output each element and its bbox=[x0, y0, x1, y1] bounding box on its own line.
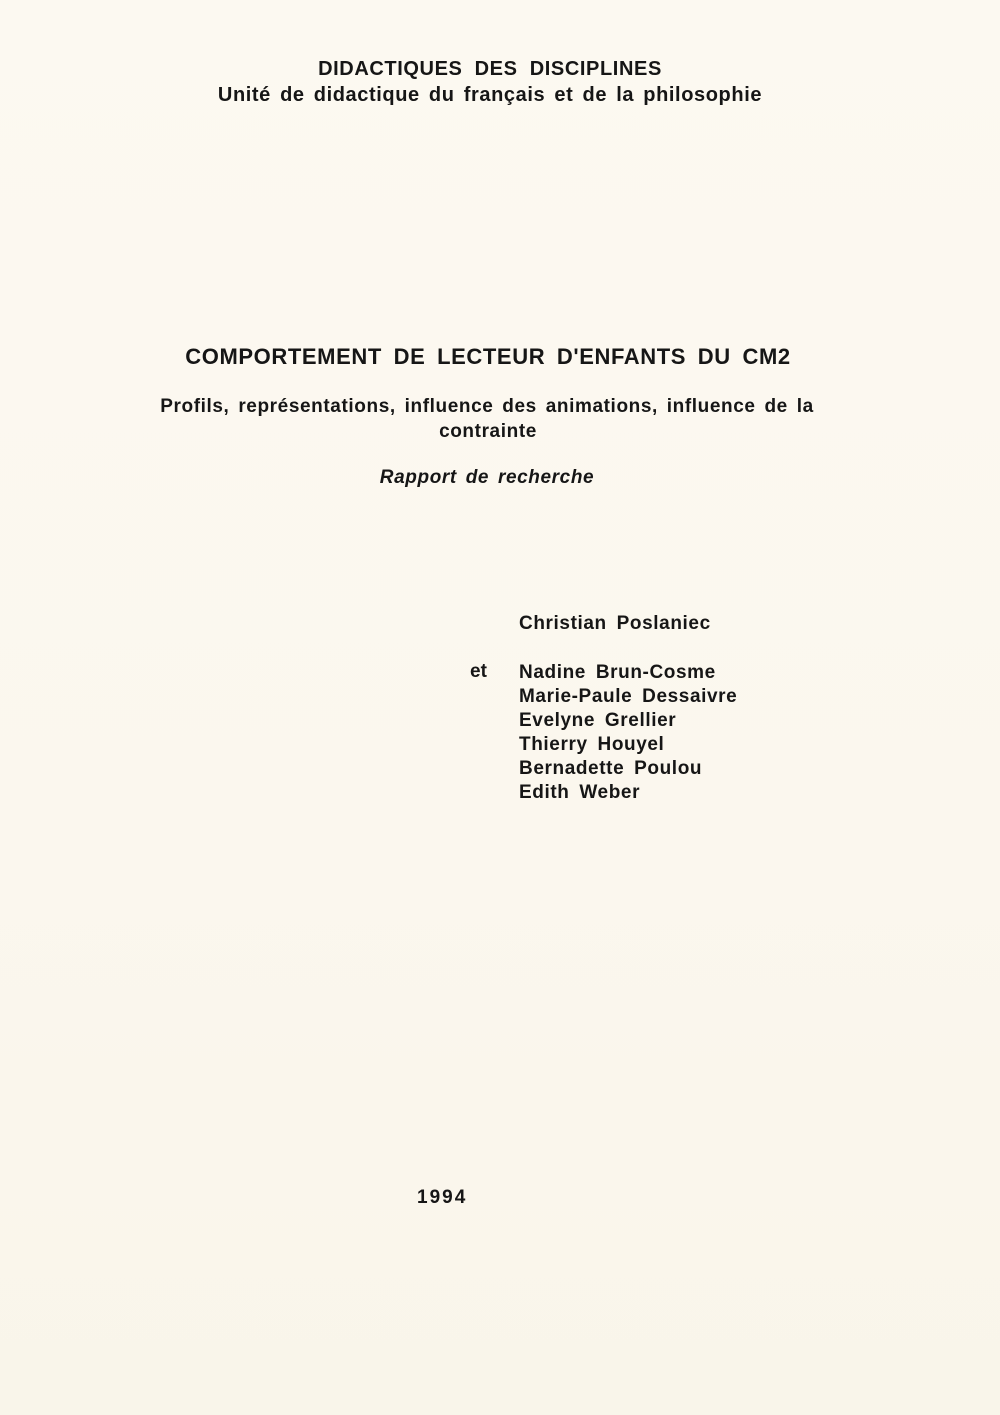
and-label: et bbox=[470, 661, 487, 682]
co-author: Marie-Paule Dessaivre bbox=[519, 686, 738, 707]
co-author: Edith Weber bbox=[519, 782, 641, 803]
co-author: Thierry Houyel bbox=[519, 734, 665, 755]
document-subtitle-line-1: Profils, représentations, influence des animations, influence de la bbox=[160, 396, 814, 417]
co-author-list bbox=[519, 661, 737, 805]
institution-title: DIDACTIQUES DES DISCIPLINES bbox=[318, 58, 662, 80]
unit-subtitle: Unité de didactique du français et de la philosophie bbox=[217, 84, 763, 106]
document-type: Rapport de recherche bbox=[379, 467, 595, 488]
co-author: Evelyne Grellier bbox=[519, 710, 677, 731]
document-title: COMPORTEMENT DE LECTEUR D'ENFANTS DU CM2 bbox=[185, 344, 791, 369]
co-author: Nadine Brun-Cosme bbox=[519, 662, 716, 683]
co-author: Bernadette Poulou bbox=[519, 758, 703, 779]
publication-year: 1994 bbox=[417, 1187, 468, 1208]
main-author: Christian Poslaniec bbox=[519, 613, 711, 634]
document-subtitle-line-2: contrainte bbox=[439, 421, 537, 442]
